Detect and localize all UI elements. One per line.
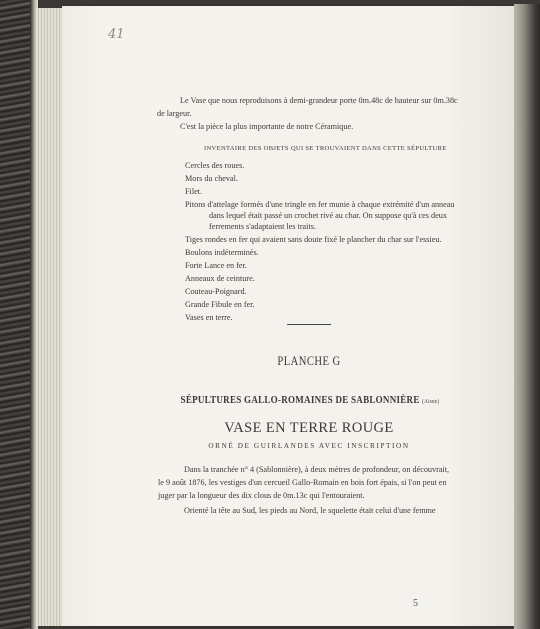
inventory-item: Filet. xyxy=(185,187,203,196)
inventory-item: Mors du cheval. xyxy=(185,174,238,183)
right-page-edge xyxy=(514,4,540,629)
book-binding xyxy=(0,0,34,629)
sepultures-title xyxy=(164,395,456,406)
inventory-heading: INVENTAIRE DES OBJETS QUI SE TROUVAIENT DANS CETTE SÉPULTURE xyxy=(204,145,447,152)
inventory-item: Forte Lance en fer. xyxy=(185,261,247,270)
inventory-item: Couteau-Poignard. xyxy=(185,287,247,296)
body-line-4: Orienté la tête au Sud, les pieds au Nord, le squelette était celui d'une femme xyxy=(184,506,436,515)
intro-line-2: de largeur. xyxy=(157,109,192,118)
vase-subtitle: ORNÉ DE GUIRLANDES AVEC INSCRIPTION xyxy=(208,442,410,450)
vase-title: VASE EN TERRE ROUGE xyxy=(224,420,394,436)
body-line-3: juger par la longueur des dix clous de 0m.13c qui l'entouraient. xyxy=(158,491,365,500)
body-line-1: Dans la tranchée n° 4 (Sablonnière), à deux mètres de profondeur, on découvrait, xyxy=(184,465,450,474)
sepultures-title-text: SÉPULTURES GALLO-ROMAINES DE SABLONNIÈRE xyxy=(180,395,420,406)
signature-mark: 5 xyxy=(413,598,418,609)
inventory-item: Pitons d'attelage formés d'une tringle en fer munie à chaque extrémité d'un anneau xyxy=(185,200,455,209)
inventory-item: Boulons indéterminés. xyxy=(185,248,259,257)
inventory-item-continued: dans lequel était passé un crochet rivé au char. On suppose qu'à ces deux xyxy=(209,211,447,220)
inventory-item: Grande Fibule en fer. xyxy=(185,300,255,309)
body-line-2: le 9 août 1876, les vestiges d'un cercueil Gallo-Romain en bois fort épais, si l'on peut en xyxy=(158,478,447,487)
page-stack xyxy=(36,8,64,626)
planche-title: PLANCHE G xyxy=(277,353,341,368)
page-number: 41 xyxy=(108,27,125,42)
inventory-item: Tiges rondes en fer qui avaient sans doute fixé le plancher du char sur l'essieu. xyxy=(185,235,442,244)
inventory-item: Anneaux de ceinture. xyxy=(185,274,255,283)
inventory-item-continued: ferrements s'adaptaient les traits. xyxy=(209,222,316,231)
intro-line-3: C'est la pièce la plus importante de notre Céramique. xyxy=(180,122,354,131)
intro-line-1: Le Vase que nous reproduisons à demi-grandeur porte 0m.48c de hauteur sur 0m.38c xyxy=(180,96,458,105)
inventory-item: Vases en terre. xyxy=(185,313,233,322)
section-divider xyxy=(287,324,331,325)
sepultures-region: (Aisne) xyxy=(422,399,440,405)
inventory-item: Cercles des roues. xyxy=(185,161,245,170)
